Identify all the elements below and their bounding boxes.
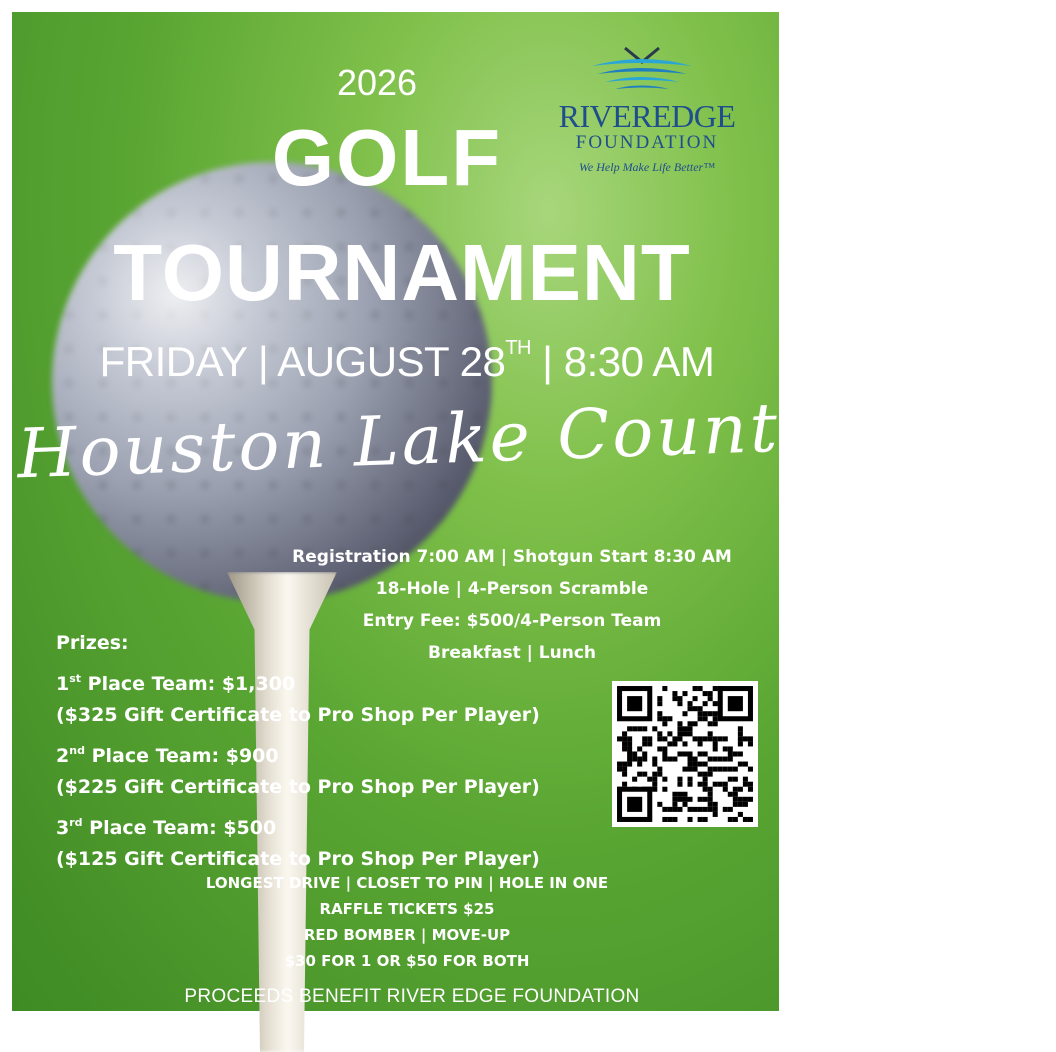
event-time: 8:30 AM (563, 338, 715, 385)
event-month-day: AUGUST 28 (277, 338, 506, 385)
raffle-line: RAFFLE TICKETS $25 (319, 900, 495, 918)
prize-third-suffix: rd (69, 816, 83, 829)
prize-second-suffix: nd (69, 744, 85, 757)
prize-second-text: Place Team: $900 (84, 745, 279, 767)
registration-qr-code[interactable] (612, 681, 758, 827)
prize-third (56, 805, 616, 841)
addons-line: RED BOMBER | MOVE-UP (303, 926, 511, 944)
contests-line: LONGEST DRIVE | CLOSET TO PIN | HOLE IN ONE (205, 874, 609, 892)
proceeds-footer: PROCEEDS BENEFIT RIVER EDGE FOUNDATION (184, 986, 640, 1007)
prize-first-detail: ($325 Gift Certificate to Pro Shop Per Player) (56, 704, 540, 726)
prize-first-num: 1 (56, 673, 70, 695)
logo-edge: EDGE (652, 98, 736, 134)
venue-name: Houston Lake Country Club (15, 379, 1056, 495)
title-golf: GOLF (271, 113, 503, 202)
event-day: FRIDAY (99, 338, 247, 385)
flyer (12, 12, 1056, 1011)
prize-third-text: Place Team: $500 (82, 817, 277, 839)
format-info: 18-Hole | 4-Person Scramble (375, 579, 649, 599)
entry-fee-info: Entry Fee: $500/4-Person Team (362, 611, 662, 631)
meals-info: Breakfast | Lunch (427, 643, 597, 663)
prizes-heading: Prizes: (56, 632, 129, 654)
prize-first-suffix: st (69, 672, 82, 685)
event-date-suffix: TH (505, 337, 532, 359)
prize-second (56, 733, 616, 769)
logo-foundation: FOUNDATION (575, 132, 719, 153)
logo-tagline: We Help Make Life Better™ (579, 160, 715, 174)
prize-first (56, 661, 616, 697)
prize-third-detail: ($125 Gift Certificate to Pro Shop Per Player) (56, 848, 540, 870)
title-tournament: TOURNAMENT (113, 228, 691, 317)
logo-wordmark (537, 98, 757, 135)
addon-prices-line: $30 FOR 1 OR $50 FOR BOTH (284, 952, 530, 970)
river-edge-logo-icon (587, 42, 697, 92)
registration-info: Registration 7:00 AM | Shotgun Start 8:30 AM (292, 547, 732, 567)
event-date-time: FRIDAY | AUGUST 28TH | 8:30 AM (99, 337, 715, 385)
event-year: 2026 (336, 62, 418, 103)
prize-first-text: Place Team: $1,300 (81, 673, 296, 695)
prize-second-num: 2 (56, 745, 70, 767)
logo-river: RIVER (558, 98, 653, 134)
prize-second-detail: ($225 Gift Certificate to Pro Shop Per Player) (56, 776, 540, 798)
prizes-list (56, 625, 616, 877)
prize-third-num: 3 (56, 817, 70, 839)
